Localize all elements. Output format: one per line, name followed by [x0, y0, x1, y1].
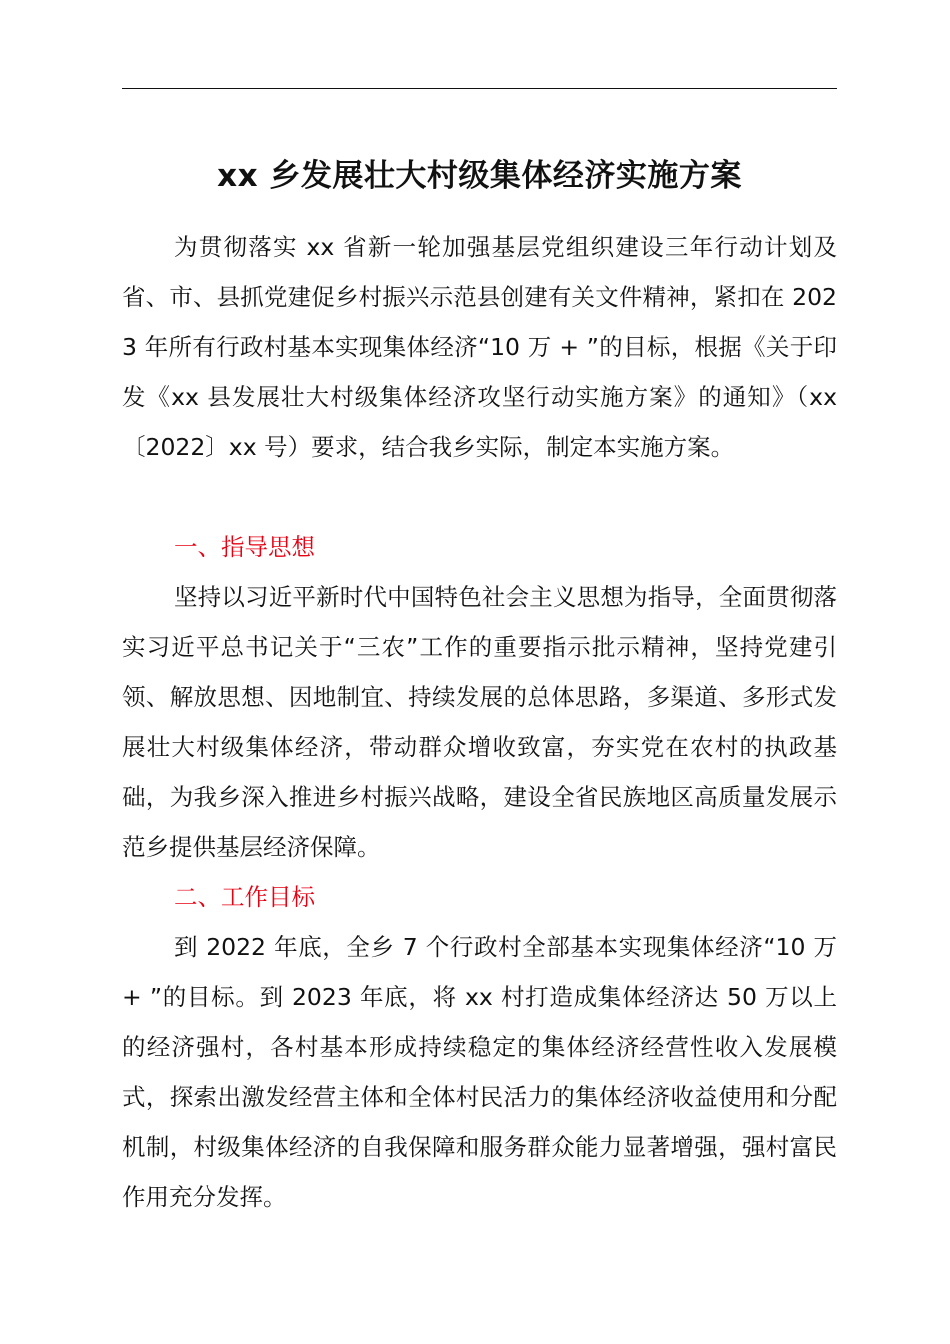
section-heading-guiding-ideology: 一、指导思想: [174, 533, 315, 561]
header-rule: [122, 88, 837, 89]
section-heading-work-goals: 二、工作目标: [174, 883, 315, 911]
section-body-work-goals: 到 2022 年底，全乡 7 个行政村全部基本实现集体经济“10 万 + ”的目标。到 2023 年底，将 xx 村打造成集体经济达 50 万以上的经济强村，各村基本形成持续稳定的集体经济经营性收入发展模式，探索出激发经营主体和全体村民活力的集体经济收益使用和分配机制，村级集体经济的自我保障和服务群众能力显著增强，强村富民作用充分发挥。: [122, 933, 837, 1211]
document-title: xx 乡发展壮大村级集体经济实施方案: [217, 158, 742, 194]
section-body-guiding-ideology: 坚持以习近平新时代中国特色社会主义思想为指导，全面贯彻落实习近平总书记关于“三农”工作的重要指示批示精神，坚持党建引领、解放思想、因地制宜、持续发展的总体思路，多渠道、多形式发展壮大村级集体经济，带动群众增收致富，夯实党在农村的执政基础，为我乡深入推进乡村振兴战略，建设全省民族地区高质量发展示范乡提供基层经济保障。: [122, 583, 837, 861]
intro-paragraph: 为贯彻落实 xx 省新一轮加强基层党组织建设三年行动计划及省、市、县抓党建促乡村振兴示范县创建有关文件精神，紧扣在 2023 年所有行政村基本实现集体经济“10 万 + ”的目标，根据《关于印发《xx 县发展壮大村级集体经济攻坚行动实施方案》的通知》（xx〔2022〕xx 号）要求，结合我乡实际，制定本实施方案。: [122, 233, 837, 461]
